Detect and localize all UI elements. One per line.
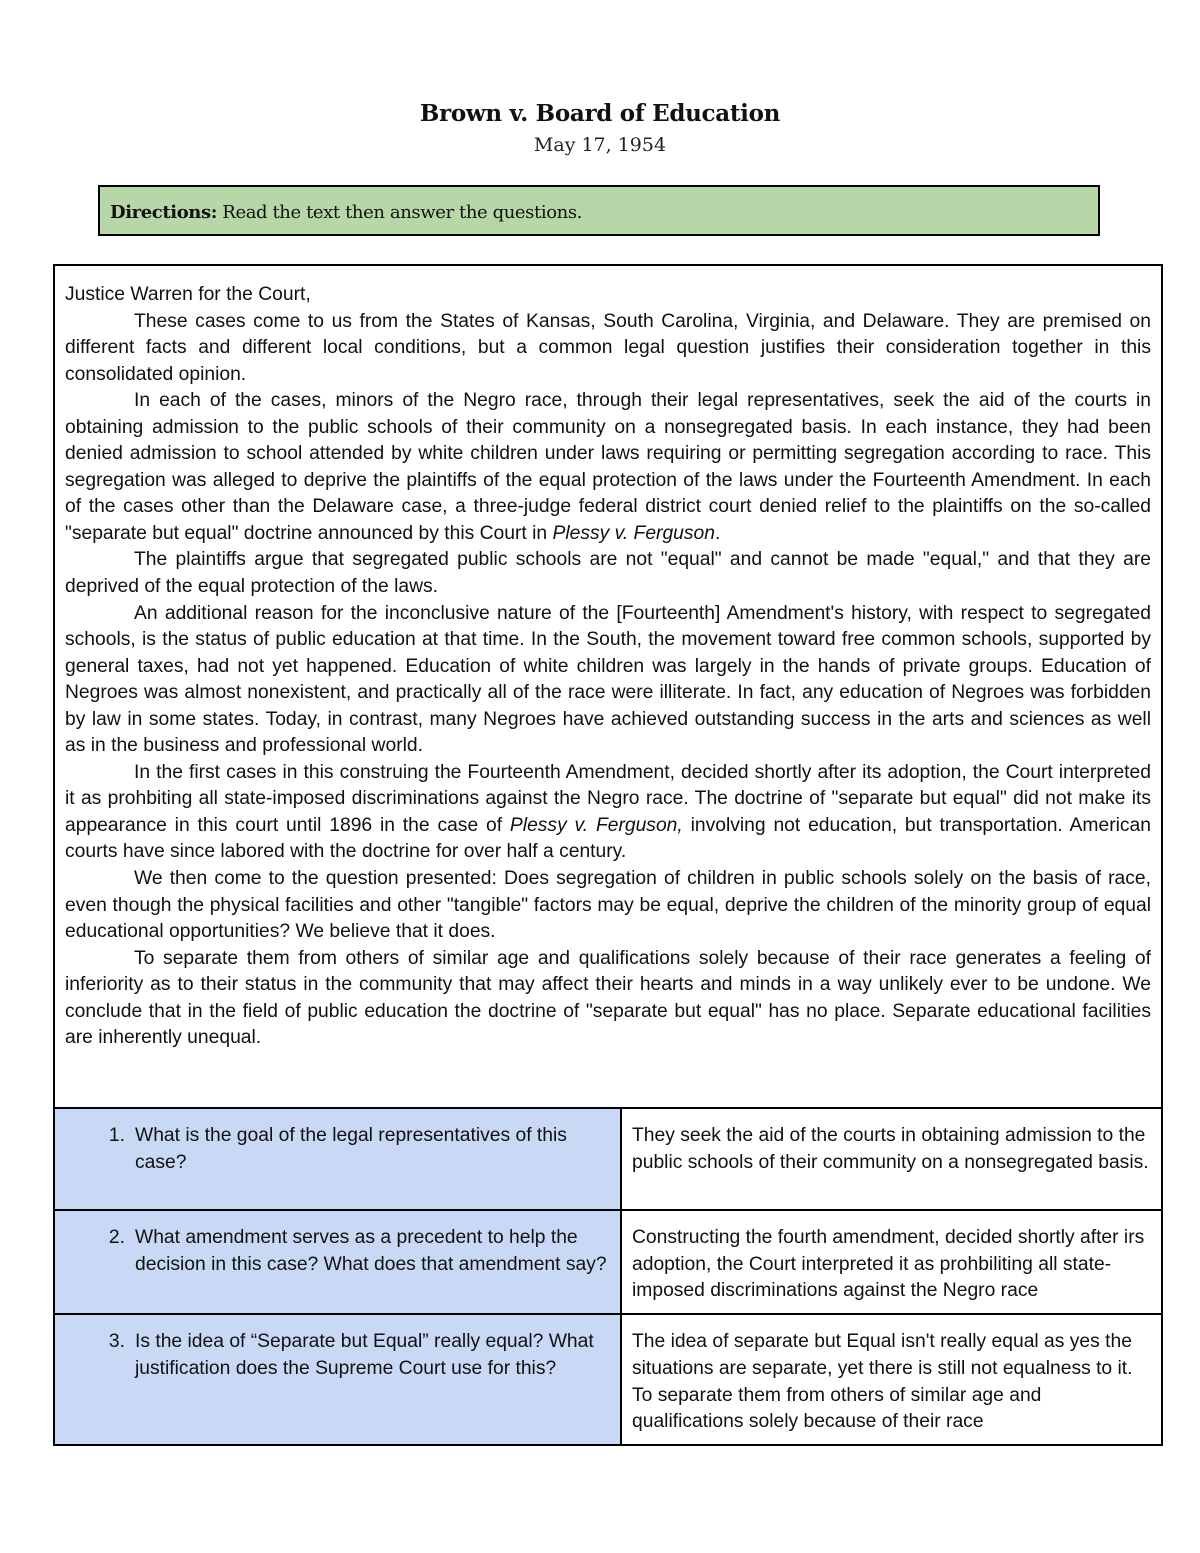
passage-text-span: In each of the cases, minors of the Negro race, through their legal representatives, seek the aid of the courts in obtaining admission to the public schools of their community on a nonsegregated basis. In each instance, they had been denied admission to school attended by white children under laws requiring or permitting segregation according to race. This segregation was alleged to deprive the plaintiffs of the equal protection of the laws under the Fourteenth Amendment. In each of the cases other than the Delaware case, a three-judge federal district court denied relief to the plaintiffs on the so-called "separate but equal" doctrine announced by this Court in [65, 390, 1151, 544]
directions-label: Directions: [110, 202, 217, 223]
question-number: 2. [108, 1227, 125, 1248]
question-answer-table [53, 1107, 1163, 1446]
passage-paragraph: To separate them from others of similar age and qualifications solely because of their race generates a feeling of inferiority as to their status in the community that may affect their hearts and minds in a way unlikely ever to be undone. We conclude that in the field of public education the doctrine of "separate but equal" has no place. Separate educational facilities are inherently unequal. [65, 947, 1151, 1049]
passage-text-span: . [715, 522, 721, 544]
document-date: May 17, 1954 [533, 134, 667, 156]
question-number: 1. [108, 1125, 125, 1146]
case-citation: Plessy v. Ferguson [552, 522, 715, 544]
question-cell [54, 1108, 621, 1210]
passage-text-span: involving not education, but transportation. American courts have since labored with the doctrine for over half a century. [65, 814, 1151, 863]
question-text: Is the idea of “Separate but Equal” really equal? What justification does the Supreme Court use for this? [135, 1331, 594, 1379]
question-number: 3. [108, 1331, 125, 1353]
table-row [54, 1108, 1162, 1210]
question-text: What amendment serves as a precedent to help the decision in this case? What does that amendment say? [135, 1227, 607, 1275]
case-citation: Plessy v. Ferguson, [509, 814, 683, 836]
passage-paragraph: An additional reason for the inconclusive nature of the [Fourteenth] Amendment's history, with respect to segregated schools, is the status of public education at that time. In the South, the movement toward free common schools, supported by general taxes, had not yet happened. Education of white children was largely in the hands of private groups. Education of Negroes was almost nonexistent, and practically all of the race were illiterate. In fact, any education of Negroes was forbidden by law in some states. Today, in contrast, many Negroes have achieved outstanding success in the arts and sciences as well as in the business and professional world. [65, 602, 1151, 757]
passage-paragraph: We then come to the question presented: Does segregation of children in public schools solely on the basis of race, even though the physical facilities and other "tangible" factors may be equal, deprive the children of the minority group of equal educational opportunities? We believe that it does. [65, 868, 1151, 943]
directions-box [98, 185, 1100, 236]
answer-cell: Constructing the fourth amendment, decided shortly after irs adoption, the Court interpreted it as prohbiliting all state-imposed discriminations against the Negro race [621, 1210, 1162, 1314]
passage-paragraph: These cases come to us from the States of Kansas, South Carolina, Virginia, and Delaware. They are premised on different facts and different local conditions, but a common legal question justifies their consideration together in this consolidated opinion. [65, 310, 1151, 385]
question-cell [54, 1314, 621, 1445]
question-text: What is the goal of the legal representatives of this case? [135, 1125, 567, 1173]
answer-cell: They seek the aid of the courts in obtaining admission to the public schools of their community on a nonsegregated basis. [621, 1108, 1162, 1210]
passage-opening: Justice Warren for the Court, [65, 284, 311, 305]
passage-text-span: In the first cases in this construing the Fourteenth Amendment, decided shortly after its adoption, the Court interpreted it as prohbiting all state-imposed discriminations against the Negro race. The doctrine of "separate but equal" did not make its appearance in this court until 1896 in the case of [65, 761, 1151, 836]
table-row [54, 1314, 1162, 1445]
table-row [54, 1210, 1162, 1314]
passage-paragraph [65, 388, 1151, 547]
document-title: Brown v. Board of Education [419, 100, 781, 127]
answer-cell: The idea of separate but Equal isn't really equal as yes the situations are separate, yet there is still not equalness to it. To separate them from others of similar age and qualifications solely because of their race [621, 1314, 1162, 1445]
question-cell [54, 1210, 621, 1314]
passage-paragraph: The plaintiffs argue that segregated public schools are not "equal" and cannot be made "equal," and that they are deprived of the equal protection of the laws. [65, 549, 1151, 598]
directions-text: Read the text then answer the questions. [216, 202, 582, 223]
passage-text [53, 264, 1163, 1109]
passage-paragraph [65, 760, 1151, 866]
